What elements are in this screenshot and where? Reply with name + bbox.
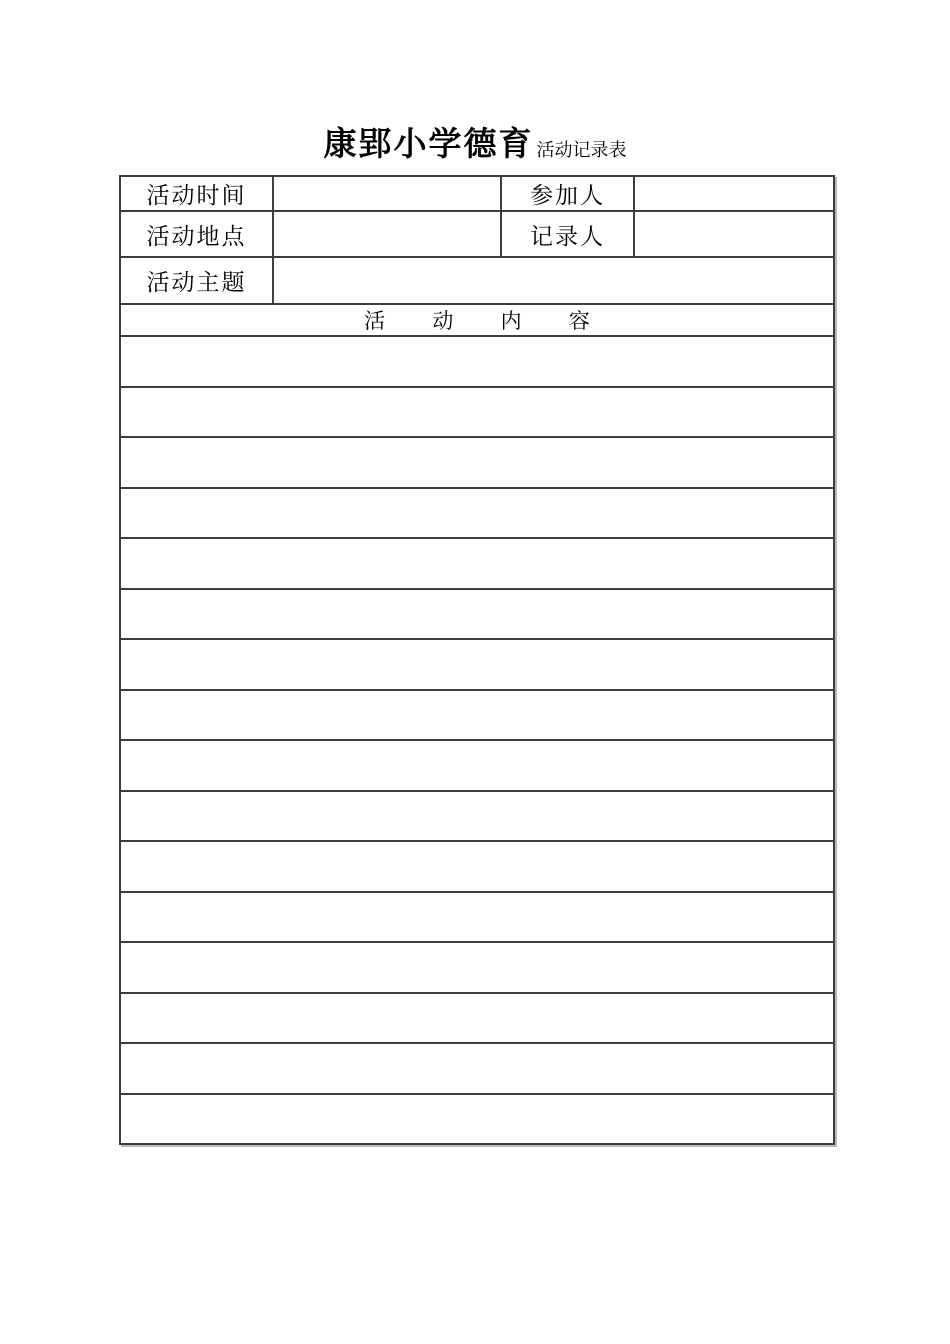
participants-value-cell[interactable] (634, 176, 834, 211)
content-row-cell[interactable] (120, 993, 834, 1044)
content-row-cell[interactable] (120, 336, 834, 387)
content-row (120, 589, 834, 640)
row-activity-place (120, 211, 834, 257)
row-content-header (120, 304, 834, 336)
title-main: 康郢小学德育 (323, 124, 534, 163)
content-row (120, 690, 834, 741)
content-row-cell[interactable] (120, 942, 834, 993)
content-row (120, 942, 834, 993)
content-row-cell[interactable] (120, 1043, 834, 1094)
content-row (120, 892, 834, 943)
recorder-value-cell[interactable] (634, 211, 834, 257)
content-row (120, 437, 834, 488)
content-row-cell[interactable] (120, 538, 834, 589)
label-activity-time: 活动时间 (120, 176, 273, 211)
content-row (120, 538, 834, 589)
content-row (120, 841, 834, 892)
content-row (120, 791, 834, 842)
document-title (0, 124, 950, 163)
content-row-cell[interactable] (120, 740, 834, 791)
content-row (120, 1094, 834, 1145)
label-activity-place: 活动地点 (120, 211, 273, 257)
activity-place-value-cell[interactable] (273, 211, 501, 257)
row-activity-theme (120, 257, 834, 304)
content-row (120, 387, 834, 438)
activity-record-table (119, 175, 835, 1145)
content-row-cell[interactable] (120, 690, 834, 741)
content-row (120, 639, 834, 690)
content-row-cell[interactable] (120, 437, 834, 488)
content-row-cell[interactable] (120, 791, 834, 842)
title-suffix: 活动记录表 (536, 140, 627, 160)
label-activity-theme: 活动主题 (120, 257, 273, 304)
content-row-cell[interactable] (120, 1094, 834, 1145)
row-activity-time (120, 176, 834, 211)
content-row (120, 336, 834, 387)
label-recorder: 记录人 (501, 211, 634, 257)
content-row (120, 488, 834, 539)
content-row (120, 1043, 834, 1094)
activity-time-value-cell[interactable] (273, 176, 501, 211)
label-participants: 参加人 (501, 176, 634, 211)
content-rows-body (120, 336, 834, 1144)
content-row-cell[interactable] (120, 639, 834, 690)
content-row-cell[interactable] (120, 387, 834, 438)
content-row-cell[interactable] (120, 841, 834, 892)
content-row (120, 993, 834, 1044)
content-row-cell[interactable] (120, 589, 834, 640)
content-row (120, 740, 834, 791)
content-row-cell[interactable] (120, 488, 834, 539)
activity-theme-value-cell[interactable] (273, 257, 834, 304)
content-row-cell[interactable] (120, 892, 834, 943)
content-section-header: 活 动 内 容 (120, 304, 834, 336)
